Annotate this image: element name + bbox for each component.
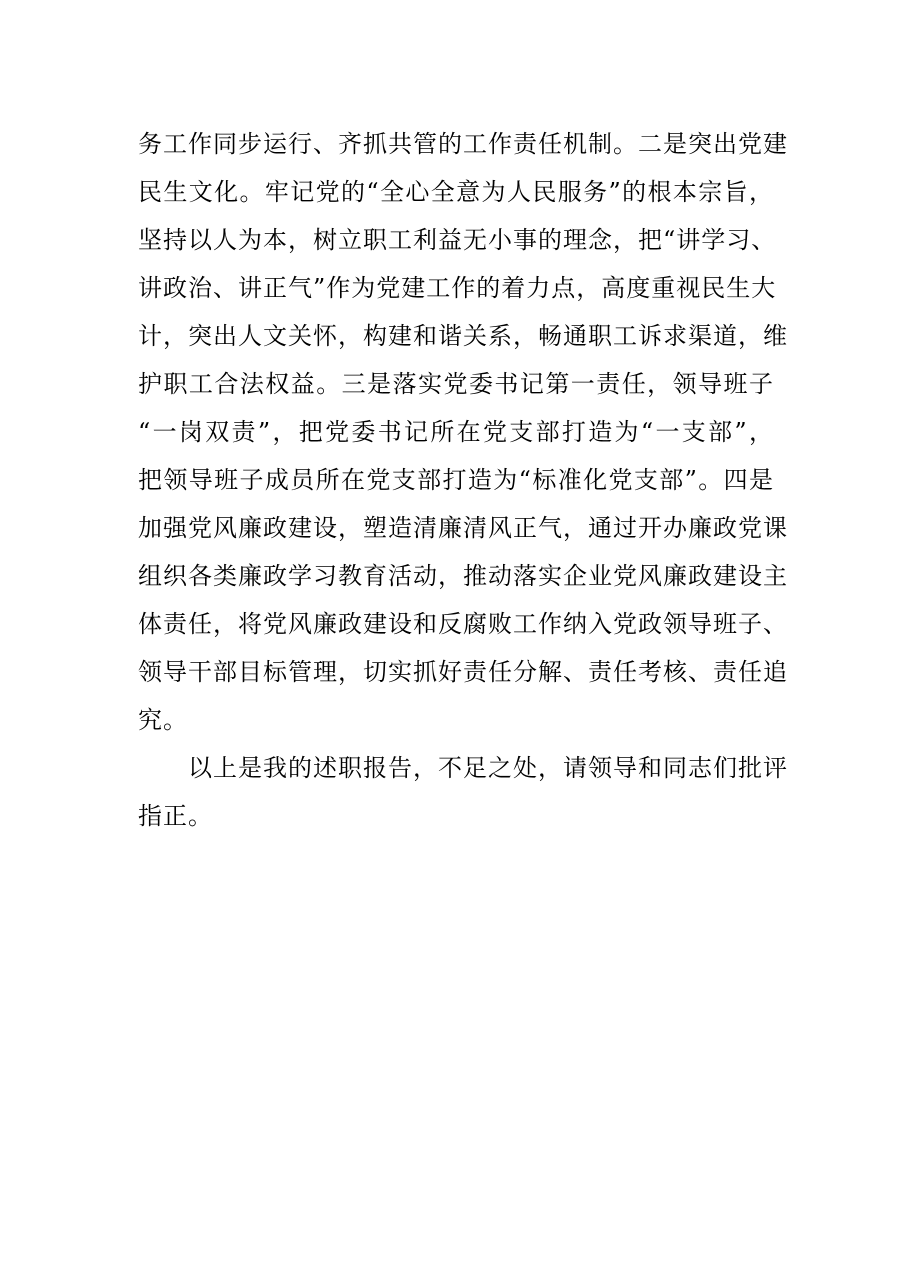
paragraph-1-line-4: 讲政治、讲正气”作为党建工作的着力点，高度重视民生大 [138,274,777,302]
paragraph-1-line-9: 加强党风廉政建设，塑造清廉清风正气，通过开办廉政党课 [138,514,788,542]
paragraph-1-line-11: 体责任，将党风廉政建设和反腐败工作纳入党政领导班子、 [138,610,788,638]
paragraph-1-line-3: 坚持以人为本，树立职工利益无小事的理念，把“讲学习、 [138,226,777,254]
paragraph-1-line-5: 计，突出人文关怀，构建和谐关系，畅通职工诉求渠道，维 [138,322,788,350]
paragraph-2-line-1: 以上是我的述职报告，不足之处，请领导和同志们批评 [188,754,788,782]
paragraph-1-line-12: 领导干部目标管理，切实抓好责任分解、责任考核、责任追 [138,658,788,686]
paragraph-1-line-7: “一岗双责”，把党委书记所在党支部打造为“一支部”， [138,418,774,446]
paragraph-1-line-2: 民生文化。牢记党的“全心全意为人民服务”的根本宗旨， [138,178,774,206]
paragraph-1-line-6: 护职工合法权益。三是落实党委书记第一责任，领导班子 [138,370,774,398]
paragraph-1-line-13: 究。 [138,706,188,734]
paragraph-2-line-2: 指正。 [138,802,213,830]
paragraph-1-line-1: 务工作同步运行、齐抓共管的工作责任机制。二是突出党建 [138,130,788,158]
paragraph-1-line-8: 把领导班子成员所在党支部打造为“标准化党支部”。四是 [138,466,774,494]
paragraph-1-line-10: 组织各类廉政学习教育活动，推动落实企业党风廉政建设主 [138,562,788,590]
